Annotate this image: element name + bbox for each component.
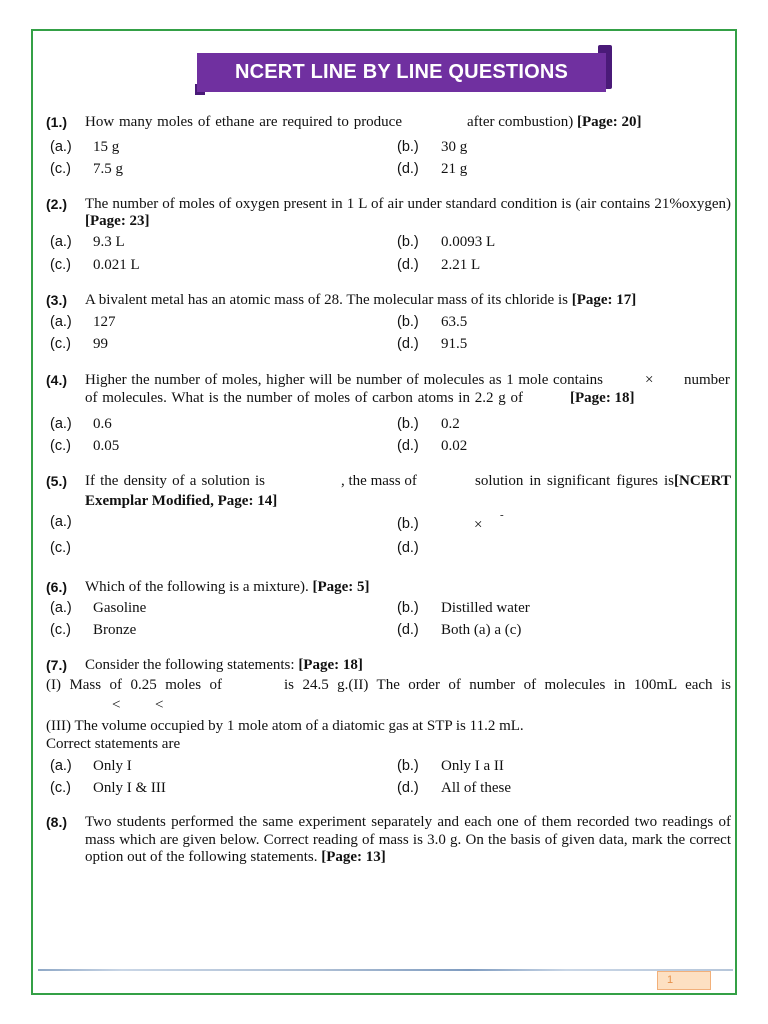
option-value: 63.5 (441, 314, 468, 330)
option-label: (a.) (50, 758, 72, 774)
page-reference: [Page: 13] (321, 849, 386, 865)
question-number: (5.) (46, 473, 67, 489)
option-label: (d.) (397, 257, 419, 273)
option-value: 21 g (441, 161, 468, 177)
option-label: (b.) (397, 416, 419, 432)
option-value: 0.05 (93, 438, 120, 454)
page-reference: [NCERT (674, 473, 731, 489)
option-label: (a.) (50, 600, 72, 616)
question-text: If the density of a solution is (85, 473, 265, 489)
statement-text: (I) Mass of 0.25 moles of (46, 677, 222, 693)
question-number: (8.) (46, 814, 67, 830)
question-text: A bivalent metal has an atomic mass of 28. The molecular mass of its chloride is (85, 292, 568, 308)
option-value: Bronze (93, 622, 137, 638)
option-label: (a.) (50, 234, 72, 250)
question-text: The number of moles of oxygen present in 1 L of air under standard condition is (air contains 21%oxygen) (85, 196, 731, 212)
question-text-line (85, 578, 370, 596)
option-value: Gasoline (93, 600, 147, 616)
question-text: Consider the following statements: (85, 657, 295, 673)
less-than-sign: < (155, 697, 164, 713)
option-value: 2.21 L (441, 257, 481, 273)
multiply-sign: × (474, 517, 483, 533)
page-reference: [Page: 23] (85, 213, 150, 229)
question-text: How many moles of ethane are required to produce (85, 114, 402, 130)
option-label: (c.) (50, 438, 71, 454)
question-text: Two students performed the same experiment separately and each one of them recorded two readings of (85, 814, 731, 830)
question-text-part: after combustion) (467, 114, 574, 130)
title-banner (197, 53, 606, 92)
statement-text: (III) The volume occupied by 1 mole atom of a diatomic gas at STP is 11.2 mL. (46, 718, 524, 734)
footer-rule (38, 969, 733, 971)
question-number: (1.) (46, 114, 67, 130)
page-reference: Exemplar Modified, Page: 14] (85, 493, 278, 509)
option-label: (d.) (397, 622, 419, 638)
question-ref-line (85, 492, 277, 510)
option-label: (d.) (397, 438, 419, 454)
page-reference: [Page: 5] (312, 579, 370, 595)
option-label: (b.) (397, 314, 419, 330)
question-text-continued (467, 113, 642, 131)
option-label: (c.) (50, 540, 71, 556)
option-label: (b.) (397, 600, 419, 616)
option-label: (a.) (50, 416, 72, 432)
option-label: (c.) (50, 780, 71, 796)
question-number: (7.) (46, 657, 67, 673)
question-text-continued (475, 472, 731, 490)
option-value: All of these (441, 780, 511, 796)
option-value: 7.5 g (93, 161, 123, 177)
option-value: 0.02 (441, 438, 468, 454)
question-text: Which of the following is a mixture). (85, 579, 309, 595)
option-value: Both (a) a (c) (441, 622, 522, 638)
question-text: of molecules. What is the number of moles of carbon atoms in 2.2 g of (85, 390, 523, 406)
option-label: (c.) (50, 161, 71, 177)
option-label: (a.) (50, 514, 72, 530)
question-text: option out of the following statements. (85, 849, 318, 865)
option-value: 0.6 (93, 416, 112, 432)
page-reference: [Page: 20] (576, 114, 642, 130)
superscript-minus: - (500, 509, 504, 521)
statement-text: is 24.5 g.(II) The order of number of molecules in 100mL each is (284, 677, 731, 693)
option-label: (d.) (397, 780, 419, 796)
multiply-sign: × (645, 372, 654, 388)
option-value: 30 g (441, 139, 468, 155)
question-text-part: , the mass of (341, 473, 417, 489)
option-value: 0.0093 L (441, 234, 496, 250)
question-text-line (85, 291, 636, 309)
question-text: Higher the number of moles, higher will be number of molecules as 1 mole contains (85, 372, 603, 388)
option-label: (c.) (50, 257, 71, 273)
option-label: (d.) (397, 161, 419, 177)
option-label: (c.) (50, 622, 71, 638)
option-value: 0.021 L (93, 257, 140, 273)
option-label: (d.) (397, 336, 419, 352)
question-number: (3.) (46, 292, 67, 308)
option-label: (b.) (397, 516, 419, 532)
option-value: Only I (93, 758, 132, 774)
option-value: 99 (93, 336, 108, 352)
option-label: (b.) (397, 758, 419, 774)
question-number: (6.) (46, 579, 67, 595)
page-number-badge (657, 971, 711, 990)
question-text: mass which are given below. Correct reading of mass is 3.0 g. On the basis of given data, mark the correct (85, 832, 731, 848)
page-reference: [Page: 18] (298, 657, 363, 673)
option-label: (d.) (397, 540, 419, 556)
option-value: 127 (93, 314, 116, 330)
option-value: Only I & III (93, 780, 166, 796)
option-value: 9.3 L (93, 234, 125, 250)
page-reference: [Page: 17] (571, 292, 637, 308)
question-text-part: solution in significant figures is (475, 473, 675, 489)
question-text-line (85, 848, 386, 866)
option-value: 15 g (93, 139, 120, 155)
statement-prompt: Correct statements are (46, 736, 181, 752)
question-number: (2.) (46, 196, 67, 212)
page-title: NCERT LINE BY LINE QUESTIONS (234, 61, 569, 83)
page-reference: [Page: 18] (570, 390, 635, 406)
question-ref-line (570, 389, 635, 407)
option-label: (b.) (397, 139, 419, 155)
option-label: (b.) (397, 234, 419, 250)
option-label: (c.) (50, 336, 71, 352)
option-value: 0.2 (441, 416, 460, 432)
question-text-line (85, 656, 363, 674)
less-than-sign: < (112, 697, 121, 713)
option-value: Distilled water (441, 600, 530, 616)
option-value: 91.5 (441, 336, 468, 352)
option-label: (a.) (50, 314, 72, 330)
option-label: (a.) (50, 139, 72, 155)
question-number: (4.) (46, 372, 67, 388)
page-number: 1 (667, 974, 674, 986)
question-text-part: number (684, 372, 730, 388)
option-value: Only I a II (441, 758, 504, 774)
question-text-continued (85, 212, 150, 230)
